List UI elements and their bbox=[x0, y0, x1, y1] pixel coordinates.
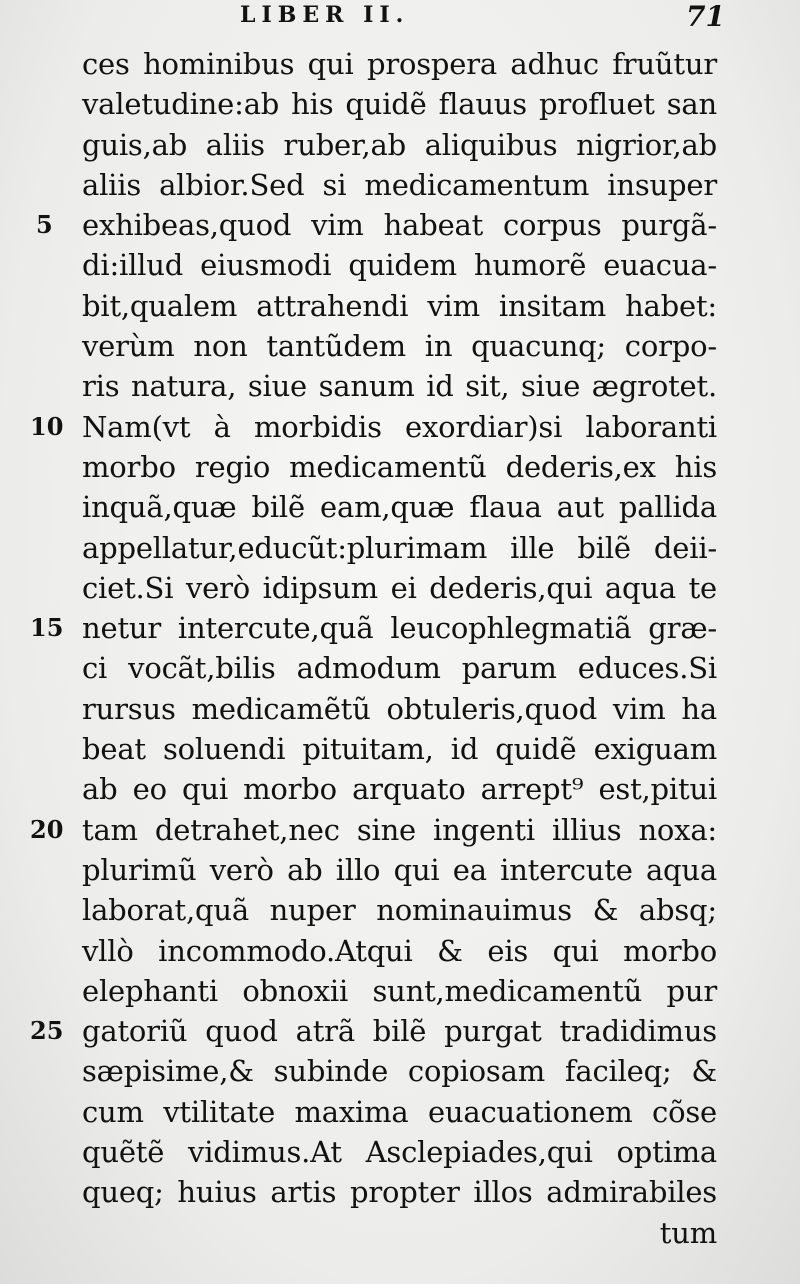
text-line: quẽtẽ vidimus.At Asclepiades,qui optima bbox=[82, 1135, 717, 1170]
text-line: tam detrahet,nec sine ingenti illius noxa: bbox=[82, 812, 717, 847]
text-line: elephanti obnoxii sunt,medicamentũ pur bbox=[82, 973, 717, 1008]
text-line: ci vocãt,bilis admodum parum educes.Si bbox=[82, 651, 717, 686]
text-line: exhibeas,quod vim habeat corpus purgã- bbox=[82, 208, 717, 243]
body-text bbox=[82, 44, 717, 1253]
running-head: LIBER II. bbox=[240, 2, 410, 28]
text-line: vllò incommodo.Atqui & eis qui morbo bbox=[82, 933, 717, 968]
text-line: ciet.Si verò idipsum ei dederis,qui aqua te bbox=[82, 570, 717, 605]
margin-line-number: 20 bbox=[30, 814, 64, 844]
text-line: tum bbox=[659, 1215, 717, 1250]
margin-line-number: 25 bbox=[30, 1016, 64, 1046]
page-number: 71 bbox=[686, 0, 725, 33]
text-line: cum vtilitate maxima euacuationem cõse bbox=[82, 1094, 717, 1129]
text-line: gatoriũ quod atrã bilẽ purgat tradidimus bbox=[82, 1014, 717, 1049]
margin-line-number: 15 bbox=[30, 613, 64, 643]
text-line: bit,qualem attrahendi vim insitam habet: bbox=[82, 288, 717, 323]
text-line: valetudine:ab his quidẽ flauus profluet san bbox=[82, 87, 717, 122]
text-line: guis,ab aliis ruber,ab aliquibus nigrior,ab bbox=[82, 127, 717, 162]
text-line: netur intercute,quã leucophlegmatiã græ- bbox=[82, 611, 717, 646]
text-line: ces hominibus qui prospera adhuc fruũtur bbox=[82, 47, 717, 81]
margin-line-number: 10 bbox=[30, 411, 64, 441]
text-line: queq; huius artis propter illos admirabiles bbox=[82, 1175, 717, 1210]
text-line: laborat,quã nuper nominauimus & absq; bbox=[82, 893, 717, 928]
text-line: ris natura, siue sanum id sit, siue ægrotet. bbox=[82, 369, 717, 404]
margin-line-number: 5 bbox=[36, 210, 53, 240]
text-line: di:illud eiusmodi quidem humorẽ euacua- bbox=[82, 248, 717, 283]
text-line: aliis albior.Sed si medicamentum insuper bbox=[82, 167, 717, 202]
text-line: rursus medicamẽtũ obtuleris,quod vim ha bbox=[82, 691, 717, 726]
text-line: sæpisime,& subinde copiosam facileq; & bbox=[82, 1054, 717, 1089]
text-line: plurimũ verò ab illo qui ea intercute aqua bbox=[82, 852, 717, 887]
text-line: morbo regio medicamentũ dederis,ex his bbox=[82, 449, 717, 484]
text-line: verùm non tantũdem in quacunq; corpo- bbox=[82, 329, 717, 364]
text-line: Nam(vt à morbidis exordiar)si laboranti bbox=[82, 409, 717, 444]
text-line: inquã,quæ bilẽ eam,quæ flaua aut pallida bbox=[82, 490, 717, 525]
text-line: ab eo qui morbo arquato arrept⁹ est,pitui bbox=[82, 772, 717, 807]
text-line: appellatur,educũt:plurimam ille bilẽ deii- bbox=[82, 530, 717, 565]
text-line: beat soluendi pituitam, id quidẽ exiguam bbox=[82, 732, 717, 767]
